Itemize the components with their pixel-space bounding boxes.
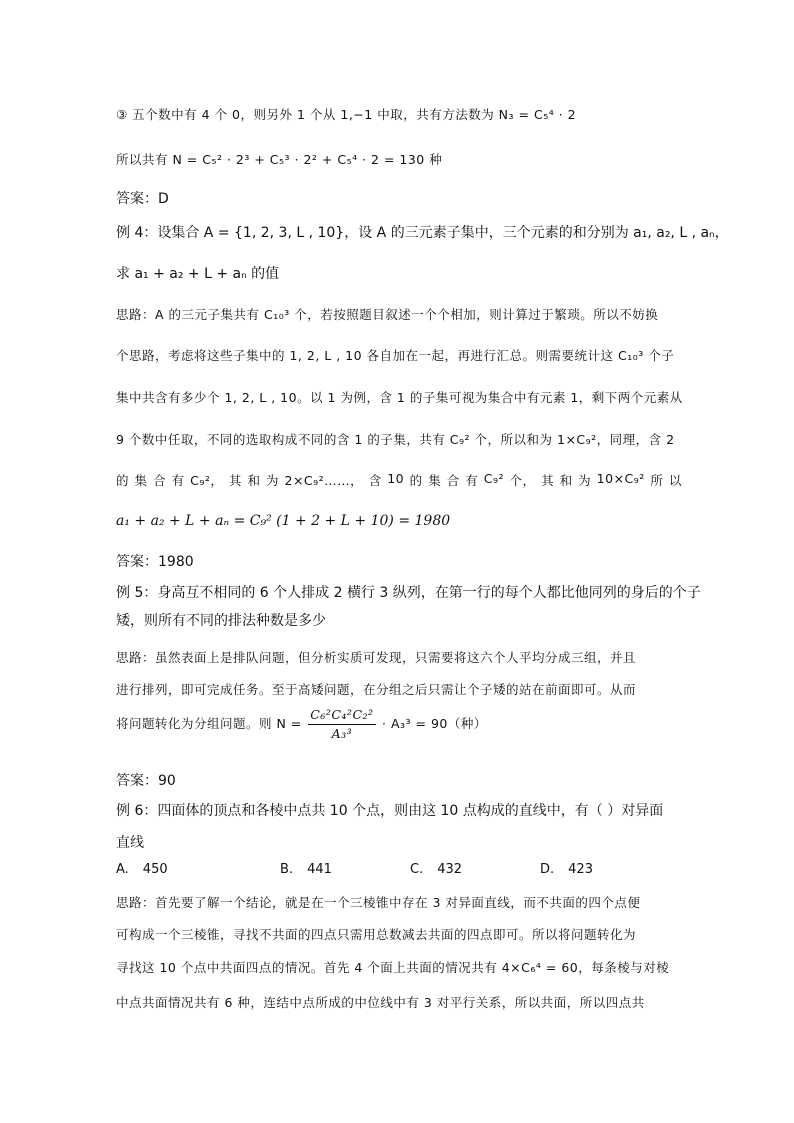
word: 的 [116, 473, 130, 488]
choice-d [540, 862, 593, 877]
word: 为 [578, 473, 592, 488]
text-line: 直线 [116, 835, 144, 851]
choice-value: 432 [437, 862, 463, 877]
word: 以 [668, 473, 682, 488]
text-line: ③ 五个数中有 4 个 0，则另外 1 个从 1,−1 中取，共有方法数为 N₃ = C₅⁴ · 2 [116, 107, 577, 122]
word: 的 [409, 473, 423, 488]
text-line: 进行排列，即可完成任务。至于高矮问题，在分组之后只需让个子矮的站在前面即可。从而 [116, 682, 637, 697]
word: 集 [428, 473, 442, 488]
text-line: 矮，则所有不同的排法种数是多少 [116, 613, 326, 629]
word: 为 [265, 473, 279, 488]
example-title: 例 4：设集合 A = {1, 2, 3, L , 10}，设 A 的三元素子集中，三个元素的和分别为 a₁, a₂, L , aₙ， [116, 225, 729, 241]
text-line: 9 个数中任取，不同的选取构成不同的含 1 的子集，共有 C₉² 个，所以和为 1×C₉²，同理，含 2 [116, 432, 675, 447]
choice-c [410, 862, 462, 877]
fraction-formula-line [116, 706, 487, 743]
choice-a [116, 862, 168, 877]
text-after-fraction: · A₃³ = 90（种） [382, 716, 487, 731]
text-line: 思路：首先要了解一个结论，就是在一个三棱锥中存在 3 对异面直线，而不共面的四个点便 [116, 895, 641, 910]
word: 合 [446, 473, 460, 488]
choice-value: 450 [142, 862, 168, 877]
answer-line: 答案：1980 [116, 554, 194, 570]
word: 10 [387, 471, 405, 486]
word: 集 [134, 473, 148, 488]
choice-letter: B. [280, 862, 294, 877]
text-line: 所以共有 N = C₅² · 2³ + C₅³ · 2² + C₅⁴ · 2 = 130 种 [116, 152, 443, 167]
word: 10×C₉² [596, 471, 645, 486]
word: 合 [153, 473, 167, 488]
fraction [308, 706, 375, 743]
text-line: 集中共含有多少个 1, 2, L , 10。以 1 为例，含 1 的子集可视为集合中有元素 1，剩下两个元素从 [116, 390, 683, 405]
fraction-denominator: A₃³ [331, 726, 353, 741]
text-line: 中点共面情况共有 6 种，连结中点所成的中位线中有 3 对平行关系，所以共面，所以四点共 [116, 995, 645, 1010]
word: 和 [247, 473, 261, 488]
choice-letter: D. [540, 862, 555, 877]
word: 其 [541, 473, 555, 488]
word: 和 [559, 473, 573, 488]
choice-b [280, 862, 332, 877]
word: 含 [368, 473, 382, 488]
choice-letter: C. [410, 862, 424, 877]
word: 所 [650, 473, 664, 488]
text-before-fraction: 将问题转化为分组问题。则 N = [116, 716, 302, 731]
word: 有 [171, 473, 185, 488]
word: 有 [465, 473, 479, 488]
example-title: 例 6：四面体的顶点和各棱中点共 10 个点，则由这 10 点构成的直线中，有（ ）对异面 [116, 803, 664, 819]
text-line: 思路：虽然表面上是排队问题，但分析实质可发现，只需要将这六个人平均分成三组，并且 [116, 650, 637, 665]
choice-value: 423 [568, 862, 593, 877]
answer-line: 答案：D [116, 191, 169, 207]
text-line: 个思路，考虑将这些子集中的 1, 2, L , 10 各自加在一起，再进行汇总。则需要统计这 C₁₀³ 个子 [116, 348, 675, 363]
word: C₉²， [190, 473, 224, 488]
choice-value: 441 [307, 862, 332, 877]
word: C₉² [483, 471, 505, 486]
justified-text-line [116, 471, 682, 489]
choice-letter: A. [116, 862, 129, 877]
word: 2×C₉²……， [284, 473, 364, 488]
text-line: 寻找这 10 个点中共面四点的情况。首先 4 个面上共面的情况共有 4×C₆⁴ = 60，每条棱与对棱 [116, 960, 670, 975]
example-title: 例 5：身高互不相同的 6 个人排成 2 横行 3 纵列，在第一行的每个人都比他同列的身后的个子 [116, 585, 701, 601]
text-line: 可构成一个三棱锥，寻找不共面的四点只需用总数减去共面的四点即可。所以将问题转化为 [116, 927, 637, 942]
text-line: 求 a₁ + a₂ + L + aₙ 的值 [116, 266, 280, 282]
formula-line: a₁ + a₂ + L + aₙ = C₉² (1 + 2 + L + 10) = 1980 [116, 513, 451, 529]
word: 个， [509, 473, 536, 488]
fraction-numerator: C₆²C₄²C₂² [308, 706, 375, 725]
word: 其 [228, 473, 242, 488]
answer-line: 答案：90 [116, 773, 176, 789]
text-line: 思路：A 的三元子集共有 C₁₀³ 个，若按照题目叙述一个个相加，则计算过于繁琐。所以不妨换 [116, 307, 659, 322]
